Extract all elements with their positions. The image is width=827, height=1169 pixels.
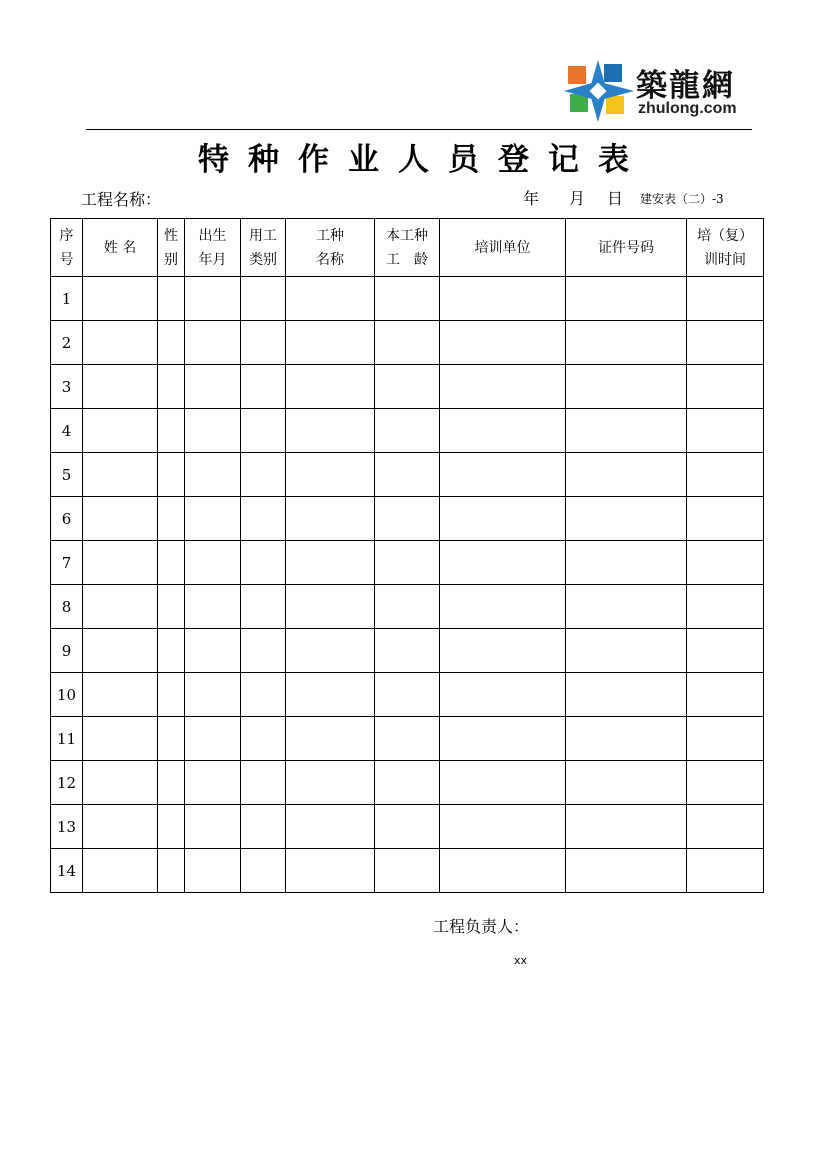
table-cell[interactable] xyxy=(687,365,764,409)
date-month-label: 月 xyxy=(569,189,586,208)
table-cell[interactable] xyxy=(158,321,185,365)
table-cell[interactable] xyxy=(375,409,440,453)
table-cell[interactable] xyxy=(286,321,375,365)
column-header-line1: 培训单位 xyxy=(474,239,531,256)
row-number: 12 xyxy=(51,761,83,805)
table-cell[interactable] xyxy=(440,629,566,673)
table-cell[interactable] xyxy=(687,277,764,321)
table-cell[interactable] xyxy=(440,541,566,585)
row-number: 14 xyxy=(51,849,83,893)
table-cell[interactable] xyxy=(83,453,158,497)
table-cell[interactable] xyxy=(687,453,764,497)
column-header xyxy=(185,219,241,277)
table-row xyxy=(51,541,764,585)
table-cell[interactable] xyxy=(687,541,764,585)
project-name-label: 工程名称： xyxy=(81,190,162,209)
row-number: 8 xyxy=(51,585,83,629)
table-cell[interactable] xyxy=(687,673,764,717)
signature-label: 工程负责人： xyxy=(433,917,530,936)
logo-site-name: zhulong.com xyxy=(638,100,737,117)
table-cell[interactable] xyxy=(440,673,566,717)
table-cell[interactable] xyxy=(286,409,375,453)
table-cell[interactable] xyxy=(687,805,764,849)
column-header xyxy=(375,219,440,277)
column-header xyxy=(440,219,566,277)
row-number: 6 xyxy=(51,497,83,541)
table-cell[interactable] xyxy=(241,541,286,585)
row-number: 3 xyxy=(51,365,83,409)
table-cell[interactable] xyxy=(286,849,375,893)
date-day-label: 日 xyxy=(607,189,624,208)
row-number: 11 xyxy=(51,717,83,761)
table-cell[interactable] xyxy=(185,409,241,453)
table-cell[interactable] xyxy=(566,365,687,409)
table-cell[interactable] xyxy=(83,805,158,849)
table-row xyxy=(51,409,764,453)
table-cell[interactable] xyxy=(185,849,241,893)
table-cell[interactable] xyxy=(241,453,286,497)
table-cell[interactable] xyxy=(241,497,286,541)
table-cell[interactable] xyxy=(687,761,764,805)
table-cell[interactable] xyxy=(375,277,440,321)
table-cell[interactable] xyxy=(566,849,687,893)
table-cell[interactable] xyxy=(440,849,566,893)
column-header-line2: 年月 xyxy=(198,251,227,268)
header-rule xyxy=(86,129,752,130)
column-header-line2: 类别 xyxy=(249,251,277,268)
table-cell[interactable] xyxy=(440,717,566,761)
table-row xyxy=(51,717,764,761)
form-code: 建安表（二）-3 xyxy=(640,192,724,206)
column-header xyxy=(51,219,83,277)
table-cell[interactable] xyxy=(375,673,440,717)
table-cell[interactable] xyxy=(687,849,764,893)
table-cell[interactable] xyxy=(83,497,158,541)
row-number: 1 xyxy=(51,277,83,321)
footer-mark: xx xyxy=(514,954,528,967)
table-cell[interactable] xyxy=(286,805,375,849)
table-cell[interactable] xyxy=(375,321,440,365)
table-cell[interactable] xyxy=(286,365,375,409)
table-cell[interactable] xyxy=(286,541,375,585)
table-cell[interactable] xyxy=(83,365,158,409)
column-header-line1: 工种 xyxy=(316,227,344,244)
zhulong-logo xyxy=(562,58,752,124)
column-header-line1: 出生 xyxy=(198,227,227,244)
table-cell[interactable] xyxy=(566,585,687,629)
column-header xyxy=(566,219,687,277)
table-cell[interactable] xyxy=(241,849,286,893)
table-row xyxy=(51,761,764,805)
column-header-line2: 名称 xyxy=(316,251,344,268)
table-cell[interactable] xyxy=(83,277,158,321)
table-cell[interactable] xyxy=(241,365,286,409)
table-cell[interactable] xyxy=(158,849,185,893)
row-number: 9 xyxy=(51,629,83,673)
table-cell[interactable] xyxy=(286,673,375,717)
registration-table xyxy=(50,218,764,893)
table-cell[interactable] xyxy=(241,277,286,321)
column-header-line2: 工 龄 xyxy=(386,251,428,268)
table-cell[interactable] xyxy=(375,497,440,541)
table-cell[interactable] xyxy=(566,673,687,717)
column-header-line1: 培（复） xyxy=(697,227,753,244)
table-cell[interactable] xyxy=(158,365,185,409)
table-row xyxy=(51,453,764,497)
column-header-line1: 姓 名 xyxy=(103,239,137,256)
table-cell[interactable] xyxy=(440,585,566,629)
zhulong-logo-mark-icon xyxy=(562,58,638,124)
table-cell[interactable] xyxy=(566,761,687,805)
table-cell[interactable] xyxy=(83,409,158,453)
table-row xyxy=(51,497,764,541)
table-cell[interactable] xyxy=(566,541,687,585)
column-header-line1: 用工 xyxy=(249,227,277,244)
table-cell[interactable] xyxy=(83,673,158,717)
table-cell[interactable] xyxy=(566,717,687,761)
table-row xyxy=(51,321,764,365)
table-cell[interactable] xyxy=(375,453,440,497)
table-cell[interactable] xyxy=(158,673,185,717)
table-row xyxy=(51,849,764,893)
date-year-label: 年 xyxy=(523,189,540,208)
table-cell[interactable] xyxy=(241,321,286,365)
table-cell[interactable] xyxy=(83,321,158,365)
table-cell[interactable] xyxy=(185,805,241,849)
table-cell[interactable] xyxy=(687,585,764,629)
column-header-line2: 训时间 xyxy=(704,251,746,268)
table-cell[interactable] xyxy=(185,497,241,541)
table-cell[interactable] xyxy=(185,761,241,805)
row-number: 2 xyxy=(51,321,83,365)
column-header xyxy=(83,219,158,277)
table-cell[interactable] xyxy=(83,761,158,805)
column-header xyxy=(158,219,185,277)
table-cell[interactable] xyxy=(185,453,241,497)
row-number: 4 xyxy=(51,409,83,453)
table-cell[interactable] xyxy=(440,365,566,409)
table-cell[interactable] xyxy=(440,453,566,497)
column-header-line1: 性 xyxy=(164,227,178,244)
table-cell[interactable] xyxy=(83,585,158,629)
table-cell[interactable] xyxy=(185,629,241,673)
table-cell[interactable] xyxy=(158,409,185,453)
table-row xyxy=(51,629,764,673)
table-cell[interactable] xyxy=(687,321,764,365)
table-cell[interactable] xyxy=(185,585,241,629)
table-row xyxy=(51,673,764,717)
table-cell[interactable] xyxy=(286,497,375,541)
table-cell[interactable] xyxy=(440,409,566,453)
row-number: 10 xyxy=(51,673,83,717)
table-cell[interactable] xyxy=(83,541,158,585)
logo-chinese-name: 築龍網 xyxy=(636,68,735,104)
table-cell[interactable] xyxy=(286,761,375,805)
table-cell[interactable] xyxy=(375,761,440,805)
table-cell[interactable] xyxy=(375,629,440,673)
table-cell[interactable] xyxy=(286,629,375,673)
row-number: 7 xyxy=(51,541,83,585)
table-cell[interactable] xyxy=(286,585,375,629)
table-cell[interactable] xyxy=(286,453,375,497)
table-cell[interactable] xyxy=(241,717,286,761)
table-cell[interactable] xyxy=(158,717,185,761)
column-header-line2: 号 xyxy=(59,251,74,268)
row-number: 5 xyxy=(51,453,83,497)
column-header xyxy=(286,219,375,277)
table-cell[interactable] xyxy=(440,321,566,365)
table-cell[interactable] xyxy=(687,717,764,761)
table-cell[interactable] xyxy=(566,805,687,849)
table-cell[interactable] xyxy=(158,541,185,585)
table-cell[interactable] xyxy=(83,717,158,761)
table-cell[interactable] xyxy=(241,673,286,717)
table-cell[interactable] xyxy=(185,673,241,717)
table-cell[interactable] xyxy=(241,761,286,805)
table-cell[interactable] xyxy=(375,365,440,409)
table-cell[interactable] xyxy=(241,805,286,849)
table-cell[interactable] xyxy=(241,409,286,453)
table-cell[interactable] xyxy=(83,849,158,893)
table-cell[interactable] xyxy=(566,497,687,541)
column-header-line1: 本工种 xyxy=(386,227,428,244)
table-cell[interactable] xyxy=(440,805,566,849)
table-cell[interactable] xyxy=(185,277,241,321)
table-cell[interactable] xyxy=(158,585,185,629)
table-cell[interactable] xyxy=(185,541,241,585)
column-header-line1: 证件号码 xyxy=(598,239,654,256)
table-body xyxy=(51,277,764,893)
table-cell[interactable] xyxy=(185,717,241,761)
date-fields xyxy=(523,186,623,209)
table-cell[interactable] xyxy=(286,717,375,761)
table-cell[interactable] xyxy=(440,497,566,541)
column-header xyxy=(241,219,286,277)
table-cell[interactable] xyxy=(158,805,185,849)
table-cell[interactable] xyxy=(375,585,440,629)
column-header-line1: 序 xyxy=(59,227,74,244)
table-cell[interactable] xyxy=(566,409,687,453)
table-cell[interactable] xyxy=(241,585,286,629)
table-row xyxy=(51,805,764,849)
table-cell[interactable] xyxy=(375,717,440,761)
table-cell[interactable] xyxy=(566,629,687,673)
table-cell[interactable] xyxy=(375,849,440,893)
table-cell[interactable] xyxy=(687,409,764,453)
table-cell[interactable] xyxy=(158,629,185,673)
table-row xyxy=(51,277,764,321)
table-cell[interactable] xyxy=(83,629,158,673)
table-cell[interactable] xyxy=(375,805,440,849)
table-cell[interactable] xyxy=(286,277,375,321)
table-cell[interactable] xyxy=(440,277,566,321)
table-cell[interactable] xyxy=(687,629,764,673)
table-cell[interactable] xyxy=(158,277,185,321)
table-cell[interactable] xyxy=(375,541,440,585)
table-cell[interactable] xyxy=(158,453,185,497)
table-cell[interactable] xyxy=(566,277,687,321)
table-header-row xyxy=(51,219,764,277)
table-row xyxy=(51,365,764,409)
table-row xyxy=(51,585,764,629)
table-cell[interactable] xyxy=(158,497,185,541)
table-cell[interactable] xyxy=(687,497,764,541)
table-cell[interactable] xyxy=(566,321,687,365)
table-cell[interactable] xyxy=(566,453,687,497)
column-header xyxy=(687,219,764,277)
table-cell[interactable] xyxy=(158,761,185,805)
page-title: 特种作业人员登记表 xyxy=(198,142,648,178)
table-cell[interactable] xyxy=(440,761,566,805)
table-cell[interactable] xyxy=(185,365,241,409)
column-header-line2: 别 xyxy=(164,251,178,268)
table-cell[interactable] xyxy=(185,321,241,365)
row-number: 13 xyxy=(51,805,83,849)
table-cell[interactable] xyxy=(241,629,286,673)
